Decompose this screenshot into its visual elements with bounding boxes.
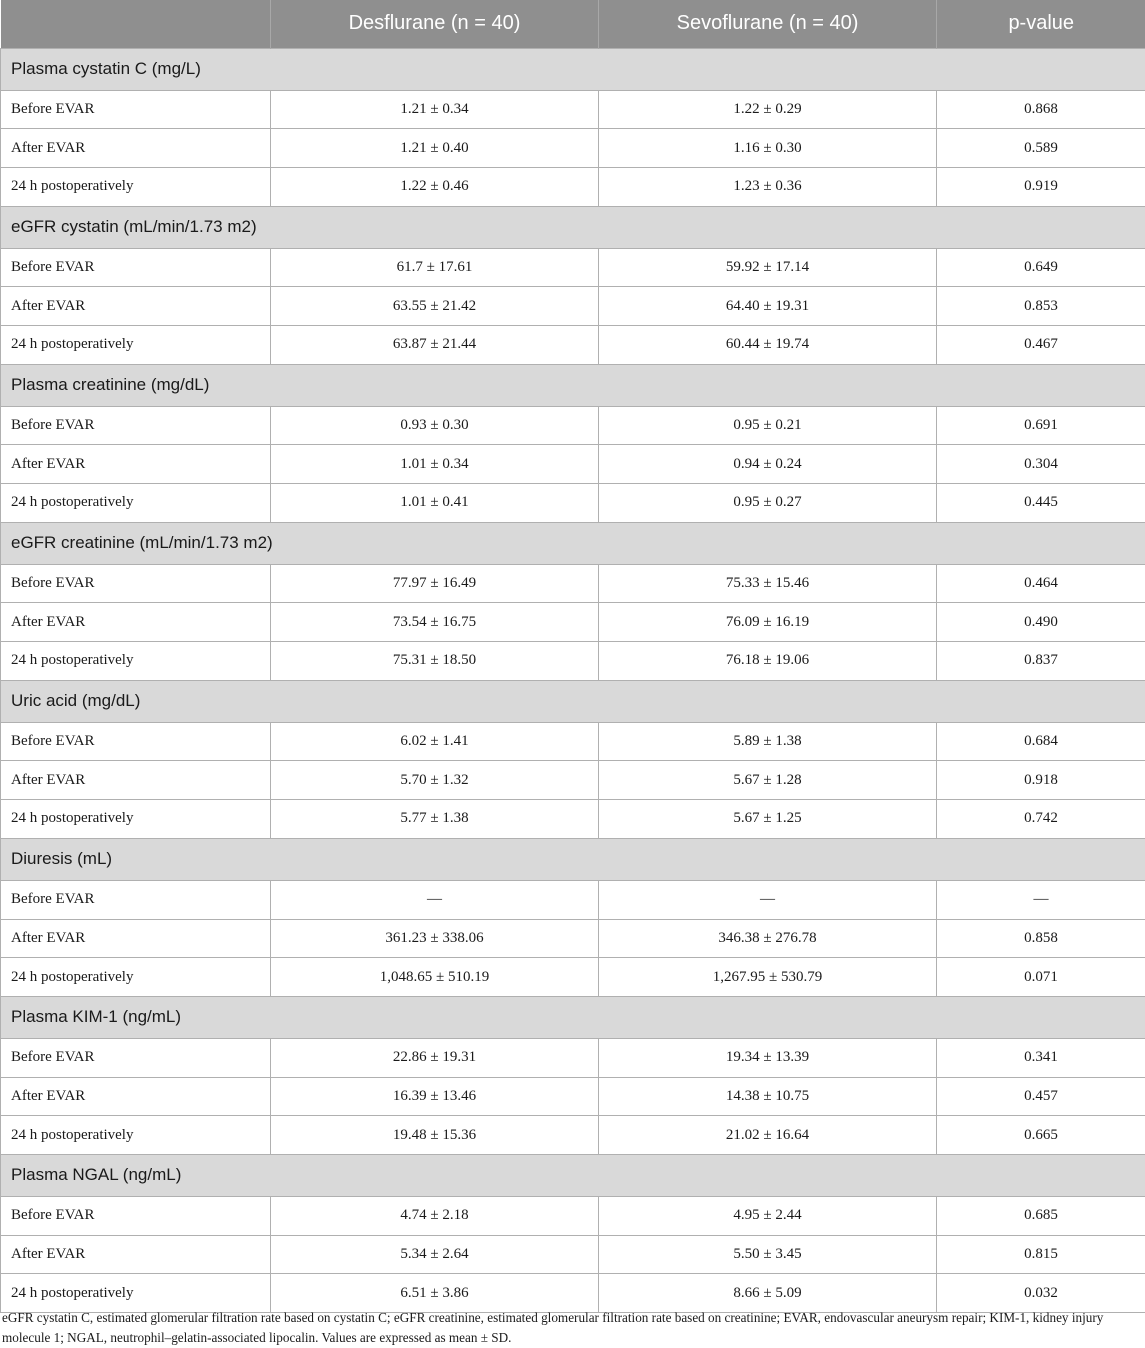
group-title: Plasma NGAL (ng/mL) bbox=[1, 1154, 1145, 1196]
desflurane-value-cell: 16.39 ± 13.46 bbox=[271, 1077, 599, 1116]
sevoflurane-value-cell: 21.02 ± 16.64 bbox=[599, 1116, 937, 1155]
row-label-cell: Before EVAR bbox=[1, 406, 271, 445]
sevoflurane-value-cell: 76.09 ± 16.19 bbox=[599, 603, 937, 642]
row-label-cell: 24 h postoperatively bbox=[1, 642, 271, 681]
header-row bbox=[1, 0, 1145, 48]
group-title: Uric acid (mg/dL) bbox=[1, 680, 1145, 722]
sevoflurane-value-cell: 0.95 ± 0.27 bbox=[599, 484, 937, 523]
group-header-row bbox=[1, 48, 1145, 90]
sevoflurane-value-cell: 5.50 ± 3.45 bbox=[599, 1235, 937, 1274]
sevoflurane-value-cell: 59.92 ± 17.14 bbox=[599, 248, 937, 287]
desflurane-value-cell: 5.77 ± 1.38 bbox=[271, 800, 599, 839]
p-value-cell: 0.649 bbox=[937, 248, 1145, 287]
sevoflurane-value-cell: 5.67 ± 1.28 bbox=[599, 761, 937, 800]
p-value-cell: 0.341 bbox=[937, 1038, 1145, 1077]
row-label-cell: After EVAR bbox=[1, 761, 271, 800]
p-value-cell: 0.837 bbox=[937, 642, 1145, 681]
sevoflurane-value-cell: 76.18 ± 19.06 bbox=[599, 642, 937, 681]
desflurane-value-cell: 5.70 ± 1.32 bbox=[271, 761, 599, 800]
sevoflurane-value-cell: 0.94 ± 0.24 bbox=[599, 445, 937, 484]
desflurane-value-cell: 63.87 ± 21.44 bbox=[271, 325, 599, 364]
desflurane-value-cell: 1.21 ± 0.40 bbox=[271, 129, 599, 168]
desflurane-value-cell: 4.74 ± 2.18 bbox=[271, 1196, 599, 1235]
row-label-cell: Before EVAR bbox=[1, 248, 271, 287]
row-label-cell: Before EVAR bbox=[1, 1038, 271, 1077]
group-header-row bbox=[1, 996, 1145, 1038]
table-row bbox=[1, 1038, 1145, 1077]
row-label-cell: 24 h postoperatively bbox=[1, 484, 271, 523]
group-title: Plasma creatinine (mg/dL) bbox=[1, 364, 1145, 406]
table-body bbox=[1, 48, 1145, 1313]
table-row bbox=[1, 129, 1145, 168]
group-title: Plasma KIM-1 (ng/mL) bbox=[1, 996, 1145, 1038]
desflurane-value-cell: 75.31 ± 18.50 bbox=[271, 642, 599, 681]
table-row bbox=[1, 484, 1145, 523]
header-cell-sevoflurane: Sevoflurane (n = 40) bbox=[599, 0, 937, 48]
desflurane-value-cell: 77.97 ± 16.49 bbox=[271, 564, 599, 603]
desflurane-value-cell: 22.86 ± 19.31 bbox=[271, 1038, 599, 1077]
desflurane-value-cell: 5.34 ± 2.64 bbox=[271, 1235, 599, 1274]
desflurane-value-cell: 361.23 ± 338.06 bbox=[271, 919, 599, 958]
table-row bbox=[1, 1116, 1145, 1155]
desflurane-value-cell: 63.55 ± 21.42 bbox=[271, 287, 599, 326]
row-label-cell: 24 h postoperatively bbox=[1, 167, 271, 206]
table-row bbox=[1, 919, 1145, 958]
sevoflurane-value-cell: — bbox=[599, 880, 937, 919]
table-row bbox=[1, 958, 1145, 997]
table-row bbox=[1, 406, 1145, 445]
desflurane-value-cell: 0.93 ± 0.30 bbox=[271, 406, 599, 445]
p-value-cell: 0.304 bbox=[937, 445, 1145, 484]
desflurane-value-cell: 73.54 ± 16.75 bbox=[271, 603, 599, 642]
p-value-cell: 0.032 bbox=[937, 1274, 1145, 1313]
sevoflurane-value-cell: 64.40 ± 19.31 bbox=[599, 287, 937, 326]
desflurane-value-cell: 1.22 ± 0.46 bbox=[271, 167, 599, 206]
p-value-cell: — bbox=[937, 880, 1145, 919]
row-label-cell: After EVAR bbox=[1, 1077, 271, 1116]
sevoflurane-value-cell: 0.95 ± 0.21 bbox=[599, 406, 937, 445]
p-value-cell: 0.464 bbox=[937, 564, 1145, 603]
table-row bbox=[1, 90, 1145, 129]
group-title: eGFR creatinine (mL/min/1.73 m2) bbox=[1, 522, 1145, 564]
sevoflurane-value-cell: 5.67 ± 1.25 bbox=[599, 800, 937, 839]
table-row bbox=[1, 325, 1145, 364]
p-value-cell: 0.919 bbox=[937, 167, 1145, 206]
group-title: Diuresis (mL) bbox=[1, 838, 1145, 880]
desflurane-value-cell: 1.21 ± 0.34 bbox=[271, 90, 599, 129]
row-label-cell: Before EVAR bbox=[1, 90, 271, 129]
desflurane-value-cell: 1.01 ± 0.34 bbox=[271, 445, 599, 484]
sevoflurane-value-cell: 75.33 ± 15.46 bbox=[599, 564, 937, 603]
row-label-cell: Before EVAR bbox=[1, 722, 271, 761]
p-value-cell: 0.457 bbox=[937, 1077, 1145, 1116]
header-cell-desflurane: Desflurane (n = 40) bbox=[271, 0, 599, 48]
group-header-row bbox=[1, 838, 1145, 880]
group-header-row bbox=[1, 364, 1145, 406]
row-label-cell: After EVAR bbox=[1, 445, 271, 484]
table-row bbox=[1, 1235, 1145, 1274]
p-value-cell: 0.071 bbox=[937, 958, 1145, 997]
desflurane-value-cell: — bbox=[271, 880, 599, 919]
table-row bbox=[1, 1077, 1145, 1116]
table-footnote: eGFR cystatin C, estimated glomerular filtration rate based on cystatin C; eGFR creatinine, estimated glomerular filtration rate based on creatinine; EVAR, endovascular aneurysm repair; KIM-1, kidney injury molecule 1; NGAL, neutrophil–gelatin-associated lipocalin. Values are expressed as mean ± SD. bbox=[2, 1310, 1104, 1345]
group-header-row bbox=[1, 522, 1145, 564]
p-value-cell: 0.853 bbox=[937, 287, 1145, 326]
p-value-cell: 0.589 bbox=[937, 129, 1145, 168]
table-row bbox=[1, 167, 1145, 206]
p-value-cell: 0.691 bbox=[937, 406, 1145, 445]
row-label-cell: After EVAR bbox=[1, 1235, 271, 1274]
table-row bbox=[1, 1274, 1145, 1313]
p-value-cell: 0.815 bbox=[937, 1235, 1145, 1274]
table-row bbox=[1, 800, 1145, 839]
header-cell-label bbox=[1, 0, 271, 48]
table-row bbox=[1, 880, 1145, 919]
sevoflurane-value-cell: 5.89 ± 1.38 bbox=[599, 722, 937, 761]
group-title: eGFR cystatin (mL/min/1.73 m2) bbox=[1, 206, 1145, 248]
p-value-cell: 0.490 bbox=[937, 603, 1145, 642]
table-row bbox=[1, 1196, 1145, 1235]
sevoflurane-value-cell: 60.44 ± 19.74 bbox=[599, 325, 937, 364]
group-header-row bbox=[1, 1154, 1145, 1196]
row-label-cell: Before EVAR bbox=[1, 564, 271, 603]
header-cell-p-value: p-value bbox=[937, 0, 1145, 48]
sevoflurane-value-cell: 1.23 ± 0.36 bbox=[599, 167, 937, 206]
table-row bbox=[1, 642, 1145, 681]
table-row bbox=[1, 445, 1145, 484]
sevoflurane-value-cell: 4.95 ± 2.44 bbox=[599, 1196, 937, 1235]
group-header-row bbox=[1, 206, 1145, 248]
table-row bbox=[1, 722, 1145, 761]
desflurane-value-cell: 6.51 ± 3.86 bbox=[271, 1274, 599, 1313]
row-label-cell: After EVAR bbox=[1, 129, 271, 168]
row-label-cell: 24 h postoperatively bbox=[1, 1274, 271, 1313]
group-header-row bbox=[1, 680, 1145, 722]
desflurane-value-cell: 6.02 ± 1.41 bbox=[271, 722, 599, 761]
sevoflurane-value-cell: 1,267.95 ± 530.79 bbox=[599, 958, 937, 997]
p-value-cell: 0.918 bbox=[937, 761, 1145, 800]
sevoflurane-value-cell: 346.38 ± 276.78 bbox=[599, 919, 937, 958]
table-row bbox=[1, 603, 1145, 642]
row-label-cell: After EVAR bbox=[1, 287, 271, 326]
row-label-cell: Before EVAR bbox=[1, 1196, 271, 1235]
row-label-cell: 24 h postoperatively bbox=[1, 1116, 271, 1155]
table-row bbox=[1, 287, 1145, 326]
sevoflurane-value-cell: 1.22 ± 0.29 bbox=[599, 90, 937, 129]
row-label-cell: After EVAR bbox=[1, 919, 271, 958]
group-title: Plasma cystatin C (mg/L) bbox=[1, 48, 1145, 90]
sevoflurane-value-cell: 19.34 ± 13.39 bbox=[599, 1038, 937, 1077]
row-label-cell: After EVAR bbox=[1, 603, 271, 642]
p-value-cell: 0.868 bbox=[937, 90, 1145, 129]
desflurane-value-cell: 1.01 ± 0.41 bbox=[271, 484, 599, 523]
row-label-cell: 24 h postoperatively bbox=[1, 800, 271, 839]
sevoflurane-value-cell: 14.38 ± 10.75 bbox=[599, 1077, 937, 1116]
table-row bbox=[1, 761, 1145, 800]
p-value-cell: 0.665 bbox=[937, 1116, 1145, 1155]
desflurane-value-cell: 61.7 ± 17.61 bbox=[271, 248, 599, 287]
p-value-cell: 0.445 bbox=[937, 484, 1145, 523]
row-label-cell: 24 h postoperatively bbox=[1, 958, 271, 997]
sevoflurane-value-cell: 1.16 ± 0.30 bbox=[599, 129, 937, 168]
p-value-cell: 0.685 bbox=[937, 1196, 1145, 1235]
table-row bbox=[1, 564, 1145, 603]
row-label-cell: Before EVAR bbox=[1, 880, 271, 919]
p-value-cell: 0.684 bbox=[937, 722, 1145, 761]
table-row bbox=[1, 248, 1145, 287]
desflurane-value-cell: 19.48 ± 15.36 bbox=[271, 1116, 599, 1155]
p-value-cell: 0.858 bbox=[937, 919, 1145, 958]
desflurane-value-cell: 1,048.65 ± 510.19 bbox=[271, 958, 599, 997]
p-value-cell: 0.467 bbox=[937, 325, 1145, 364]
sevoflurane-value-cell: 8.66 ± 5.09 bbox=[599, 1274, 937, 1313]
row-label-cell: 24 h postoperatively bbox=[1, 325, 271, 364]
p-value-cell: 0.742 bbox=[937, 800, 1145, 839]
